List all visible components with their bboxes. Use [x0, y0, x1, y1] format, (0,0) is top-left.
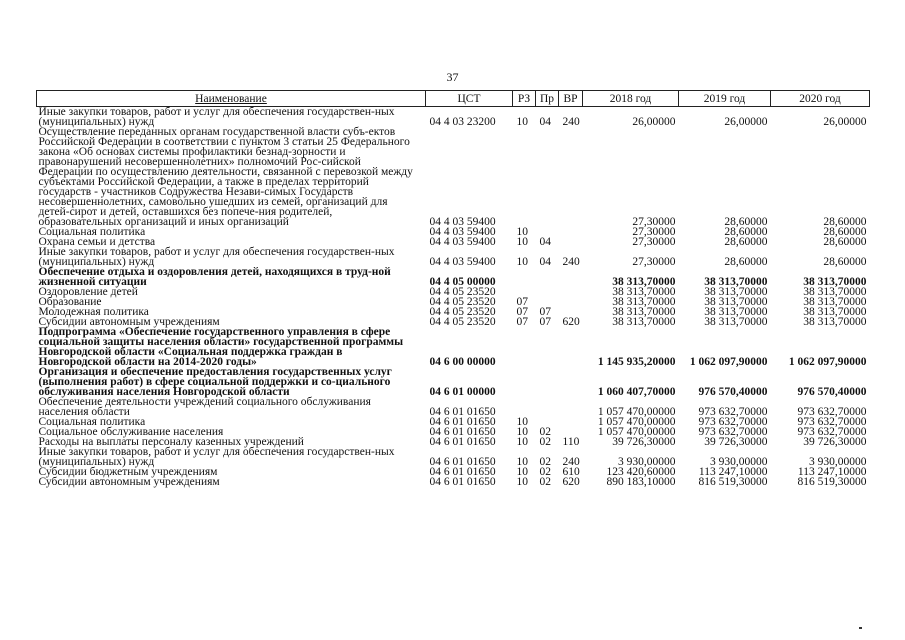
cell-name: Обеспечение отдыха и оздоровления детей, находящихся в труд-ной жизненной ситуации: [38, 266, 391, 288]
cell-pr: 04: [539, 256, 551, 268]
cell-name: Образование: [38, 296, 102, 308]
budget-table: [36, 90, 870, 487]
cell-rz: [513, 127, 536, 227]
header-2019: 2019 год: [679, 91, 771, 107]
cell-2018: 38 313,70000: [612, 306, 676, 318]
cell-rz: 10: [516, 236, 528, 248]
cell-name: Субсидии бюджетным учреждениям: [38, 466, 218, 478]
table-body: [37, 107, 870, 488]
cell-pr: [536, 397, 559, 417]
cell-rz: 07: [516, 296, 528, 308]
cell-pr: 02: [539, 476, 551, 488]
cell-2019: 39 726,30000: [704, 436, 768, 448]
cell-vr: 620: [562, 316, 580, 328]
cell-2018: 1 060 407,70000: [597, 386, 676, 398]
cell-pr: 02: [539, 426, 551, 438]
cell-cst: 04 4 05 23520: [429, 316, 496, 328]
cell-pr: 07: [539, 316, 551, 328]
cell-2019: 973 632,70000: [698, 416, 768, 428]
cell-vr: [559, 237, 583, 247]
table-row: [37, 107, 870, 128]
cell-vr: [559, 287, 583, 297]
cell-2018: 39 726,30000: [612, 436, 676, 448]
cell-2018: 38 313,70000: [612, 286, 676, 298]
cell-2019: 38 313,70000: [704, 286, 768, 298]
cell-rz: [513, 327, 536, 367]
header-name: Наименование: [37, 91, 426, 107]
cell-cst: 04 6 01 01650: [429, 436, 496, 448]
cell-name: Иные закупки товаров, работ и услуг для обеспечения государствен-ных (муниципальных) нужд: [38, 446, 395, 468]
cell-vr: 240: [562, 256, 580, 268]
cell-2020: 973 632,70000: [797, 426, 867, 438]
cell-2020: 28,60000: [823, 226, 867, 238]
cell-vr: [559, 417, 583, 427]
cell-2020: 26,00000: [823, 116, 867, 128]
cell-cst: 04 4 05 23520: [429, 286, 496, 298]
cell-cst: 04 4 05 23520: [429, 306, 496, 318]
cell-2019: 38 313,70000: [704, 306, 768, 318]
cell-2018: 123 420,60000: [606, 466, 676, 478]
cell-vr: [559, 127, 583, 227]
cell-rz: [513, 367, 536, 397]
cell-pr: [536, 327, 559, 367]
table-row: [37, 367, 870, 397]
cell-pr: 02: [539, 456, 551, 468]
cell-2018: 1 145 935,20000: [597, 356, 676, 368]
cell-2018: 1 057 470,00000: [597, 406, 676, 418]
cell-name: Охрана семьи и детства: [38, 236, 156, 248]
cell-rz: 07: [516, 316, 528, 328]
cell-name: Молодежная политика: [38, 306, 149, 318]
cell-rz: 10: [516, 466, 528, 478]
cell-cst: 04 6 01 01650: [429, 416, 496, 428]
cell-name: Социальная политика: [38, 226, 146, 238]
table-row: [37, 447, 870, 467]
cell-rz: [513, 397, 536, 417]
table-row: [37, 247, 870, 267]
cell-cst: 04 4 03 59400: [429, 236, 496, 248]
cell-2019: 38 313,70000: [704, 276, 768, 288]
cell-pr: [536, 367, 559, 397]
cell-vr: 610: [562, 466, 580, 478]
cell-2019: 113 247,10000: [698, 466, 768, 478]
cell-cst: 04 6 01 00000: [429, 386, 496, 398]
cell-cst: 04 4 05 00000: [429, 276, 496, 288]
cell-2020: 976 570,40000: [797, 386, 867, 398]
header-cst: ЦСТ: [426, 91, 513, 107]
cell-2020: 38 313,70000: [803, 316, 867, 328]
cell-2020: 38 313,70000: [803, 306, 867, 318]
cell-cst: 04 6 01 01650: [429, 456, 496, 468]
cell-2018: 3 930,00000: [618, 456, 676, 468]
cell-pr: 02: [539, 466, 551, 478]
cell-2019: 38 313,70000: [704, 296, 768, 308]
cell-cst: 04 4 03 59400: [429, 226, 496, 238]
cell-2018: 38 313,70000: [612, 296, 676, 308]
cell-pr: 07: [539, 306, 551, 318]
cell-pr: [536, 127, 559, 227]
cell-name: Социальная политика: [38, 416, 146, 428]
cell-vr: 620: [562, 476, 580, 488]
cell-2019: 38 313,70000: [704, 316, 768, 328]
cell-name: Обеспечение деятельности учреждений социального обслуживания населения области: [38, 396, 371, 418]
cell-2020: 28,60000: [823, 256, 867, 268]
cell-2020: 28,60000: [823, 216, 867, 228]
cell-rz: 10: [516, 116, 528, 128]
cell-rz: 10: [516, 426, 528, 438]
cell-rz: 10: [516, 416, 528, 428]
cell-2018: 38 313,70000: [612, 276, 676, 288]
cell-2019: 1 062 097,90000: [689, 356, 768, 368]
cell-2019: 816 519,30000: [698, 476, 768, 488]
header-vr: ВР: [559, 91, 583, 107]
cell-vr: [559, 327, 583, 367]
cell-2020: 973 632,70000: [797, 416, 867, 428]
cell-vr: [559, 297, 583, 307]
cell-rz: 07: [516, 306, 528, 318]
cell-2019: 3 930,00000: [710, 456, 768, 468]
cell-name: Расходы на выплаты персоналу казенных учреждений: [38, 436, 304, 448]
cell-vr: 240: [562, 456, 580, 468]
cell-2020: 39 726,30000: [803, 436, 867, 448]
cell-cst: 04 4 03 23200: [429, 116, 496, 128]
cell-vr: [559, 397, 583, 417]
cell-2019: 973 632,70000: [698, 406, 768, 418]
cell-rz: 10: [516, 256, 528, 268]
cell-cst: 04 6 01 01650: [429, 466, 496, 478]
cell-2020: 113 247,10000: [797, 466, 867, 478]
table-header-row: [37, 91, 870, 107]
cell-cst: 04 4 03 59400: [429, 256, 496, 268]
cell-cst: 04 4 05 23520: [429, 296, 496, 308]
cell-2018: 26,00000: [632, 116, 676, 128]
cell-rz: 10: [516, 456, 528, 468]
cell-name: Субсидии автономным учреждениям: [38, 476, 220, 488]
cell-rz: 10: [516, 476, 528, 488]
cell-vr: [559, 227, 583, 237]
header-2020: 2020 год: [771, 91, 870, 107]
cell-pr: 04: [539, 236, 551, 248]
cell-name: Иные закупки товаров, работ и услуг для обеспечения государствен-ных (муниципальных) нужд: [38, 106, 395, 128]
cell-vr: 110: [562, 436, 580, 448]
header-rz: РЗ: [513, 91, 536, 107]
table-row: [37, 127, 870, 227]
cell-2018: 1 057 470,00000: [597, 416, 676, 428]
cell-vr: [559, 267, 583, 287]
table-row: [37, 267, 870, 287]
cell-2019: 26,00000: [724, 116, 768, 128]
header-pr: Пр: [536, 91, 559, 107]
cell-2020: 1 062 097,90000: [788, 356, 867, 368]
cell-pr: 02: [539, 436, 551, 448]
cell-name: Осуществление переданных органам государственной власти субъ-ектов Российской Федерации в соответствии с пунктом 3 статьи 25 Федерального закона «Об основах системы профилактики безнад-зорности и правонарушений несовершеннолетних» полномочий Рос-сийской Федерации по осуществлению деятельности, связанной с перевозкой между субъектами Российской Федерации, а также в пределах территорий государств - участников Содружества Незави-симых Государств несовершеннолетних, самовольно ушедших из семей, организаций для детей-сирот и детей, оставшихся без попече-ния родителей, образовательных организаций и иных организаций: [38, 126, 413, 228]
cell-rz: 10: [516, 226, 528, 238]
cell-2019: 28,60000: [724, 216, 768, 228]
cell-2018: 890 183,10000: [606, 476, 676, 488]
cell-2018: 38 313,70000: [612, 316, 676, 328]
header-2018: 2018 год: [583, 91, 679, 107]
cell-2019: 973 632,70000: [698, 426, 768, 438]
cell-2018: 27,30000: [632, 216, 676, 228]
cell-2018: 1 057 470,00000: [597, 426, 676, 438]
cell-2020: 38 313,70000: [803, 286, 867, 298]
cell-2020: 816 519,30000: [797, 476, 867, 488]
page-number: 37: [446, 70, 459, 84]
cell-2019: 28,60000: [724, 256, 768, 268]
cell-vr: 240: [562, 116, 580, 128]
cell-rz: 10: [516, 436, 528, 448]
cell-vr: [559, 367, 583, 397]
table-row: [37, 327, 870, 367]
cell-name: Подпрограмма «Обеспечение государственного управления в сфере социальной защиты населения области» государственной программы Новгородской области «Социальная поддержка граждан в Новгородской области на 2014-2020 годы»: [38, 326, 404, 368]
table-row: [37, 397, 870, 417]
cell-name: Субсидии автономным учреждениям: [38, 316, 220, 328]
cell-pr: [536, 267, 559, 287]
cell-name: Иные закупки товаров, работ и услуг для обеспечения государствен-ных (муниципальных) нужд: [38, 246, 395, 268]
cell-name: Организация и обеспечение предоставления государственных услуг (выполнения работ) в сфере социальной поддержки и со-циального обслуживания населения Новгородской области: [38, 366, 392, 398]
cell-pr: 04: [539, 116, 551, 128]
cell-name: Оздоровление детей: [38, 286, 138, 298]
cell-cst: 04 6 01 01650: [429, 426, 496, 438]
cell-cst: 04 4 03 59400: [429, 216, 496, 228]
cell-2020: 28,60000: [823, 236, 867, 248]
cell-2019: 976 570,40000: [698, 386, 768, 398]
cell-2018: 27,30000: [632, 236, 676, 248]
page-mark: [859, 627, 862, 629]
cell-rz: [513, 267, 536, 287]
cell-2019: 28,60000: [724, 236, 768, 248]
cell-cst: 04 6 01 01650: [429, 406, 496, 418]
cell-2020: 38 313,70000: [803, 296, 867, 308]
cell-2020: 3 930,00000: [809, 456, 867, 468]
cell-2018: 27,30000: [632, 256, 676, 268]
cell-cst: 04 6 01 01650: [429, 476, 496, 488]
table-row: [37, 477, 870, 487]
cell-2018: 27,30000: [632, 226, 676, 238]
cell-2020: 38 313,70000: [803, 276, 867, 288]
cell-name: Социальное обслуживание населения: [38, 426, 224, 438]
cell-2020: 973 632,70000: [797, 406, 867, 418]
cell-pr: [536, 287, 559, 297]
cell-cst: 04 6 00 00000: [429, 356, 496, 368]
cell-2019: 28,60000: [724, 226, 768, 238]
